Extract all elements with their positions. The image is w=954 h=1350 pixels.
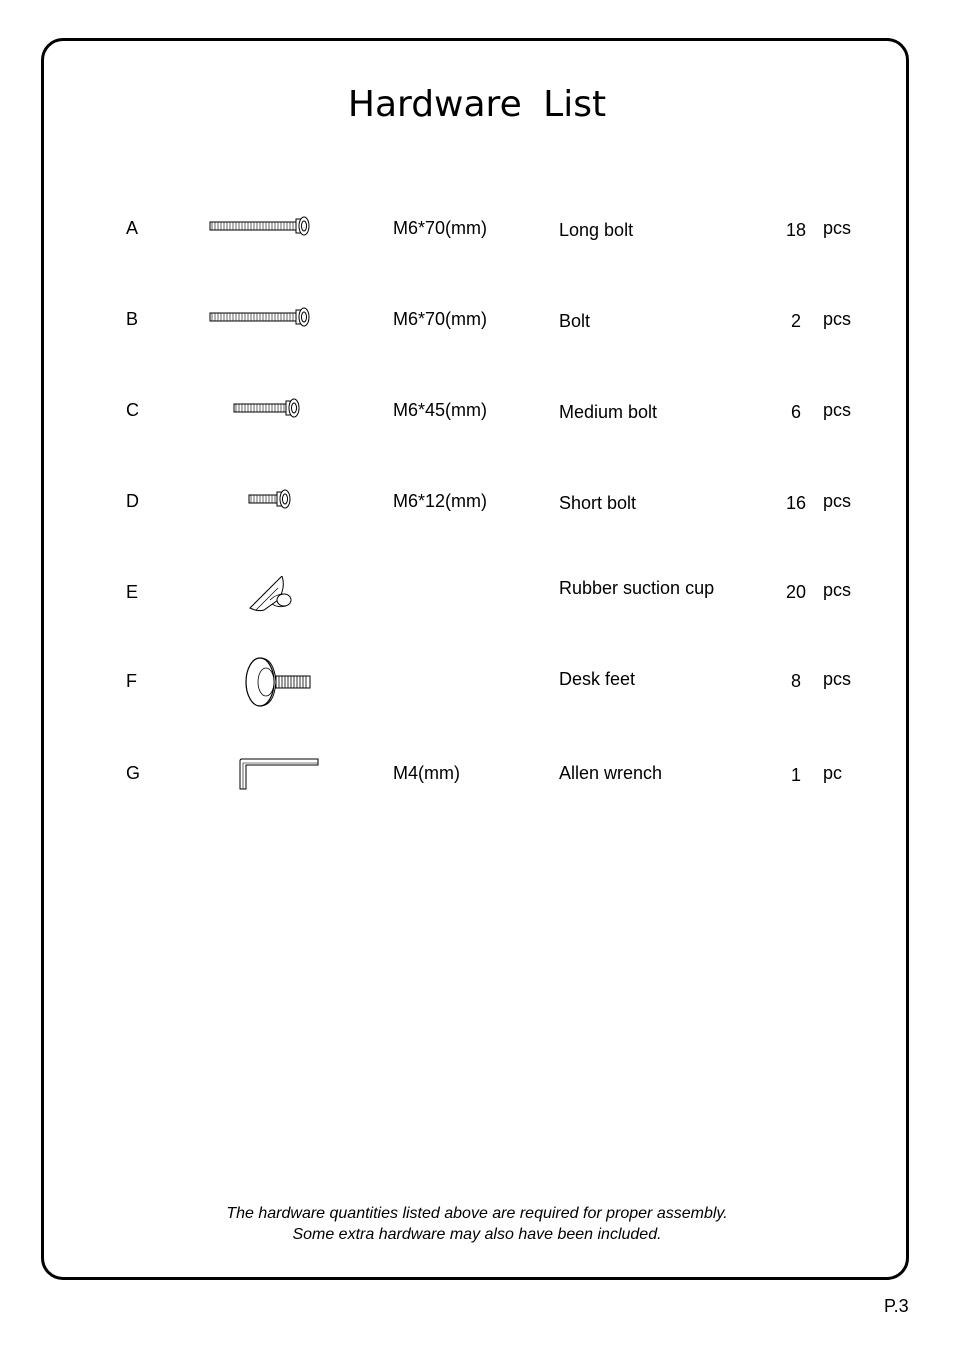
allen-wrench-icon bbox=[200, 757, 330, 807]
item-quantity: 16 bbox=[785, 493, 807, 513]
hardware-row-a bbox=[0, 212, 954, 262]
item-spec: M6*70(mm) bbox=[393, 218, 488, 238]
item-name: Short bolt bbox=[559, 493, 637, 513]
long-bolt-icon bbox=[200, 212, 330, 262]
hardware-row-b bbox=[0, 303, 954, 353]
hardware-row-d bbox=[0, 485, 954, 535]
item-name: Bolt bbox=[559, 311, 591, 331]
item-spec: M6*12(mm) bbox=[393, 491, 488, 511]
item-quantity: 6 bbox=[790, 402, 801, 422]
item-quantity: 8 bbox=[790, 671, 801, 691]
item-unit: pcs bbox=[823, 491, 852, 511]
item-letter: D bbox=[126, 491, 139, 511]
bolt-icon bbox=[200, 303, 330, 353]
item-quantity: 18 bbox=[785, 220, 807, 240]
item-spec: M6*45(mm) bbox=[393, 400, 488, 420]
item-spec: M6*70(mm) bbox=[393, 309, 488, 329]
hardware-row-g bbox=[0, 757, 954, 807]
hardware-note-line-1: The hardware quantities listed above are required for proper assembly. bbox=[226, 1205, 728, 1222]
medium-bolt-icon bbox=[200, 394, 330, 444]
item-letter: E bbox=[126, 582, 139, 602]
page-title: Hardware List bbox=[347, 84, 607, 125]
item-unit: pcs bbox=[823, 400, 852, 420]
item-unit: pcs bbox=[823, 669, 852, 689]
item-name: Medium bolt bbox=[559, 402, 658, 422]
item-name: Long bolt bbox=[559, 220, 634, 240]
item-name: Desk feet bbox=[559, 669, 636, 689]
item-unit: pc bbox=[823, 763, 843, 783]
hardware-row-f bbox=[0, 657, 954, 707]
item-letter: F bbox=[126, 671, 137, 691]
item-unit: pcs bbox=[823, 309, 852, 329]
suction-cup-icon bbox=[200, 576, 330, 626]
desk-foot-icon bbox=[200, 657, 330, 707]
short-bolt-icon bbox=[200, 485, 330, 535]
hardware-row-c bbox=[0, 394, 954, 444]
item-letter: C bbox=[126, 400, 139, 420]
item-unit: pcs bbox=[823, 580, 852, 600]
item-name: Allen wrench bbox=[559, 763, 663, 783]
item-letter: G bbox=[126, 763, 141, 783]
hardware-note-line-2: Some extra hardware may also have been included. bbox=[292, 1226, 662, 1243]
item-quantity: 2 bbox=[790, 311, 801, 331]
page-number: P.3 bbox=[884, 1296, 909, 1316]
hardware-row-e bbox=[0, 576, 954, 626]
item-name: Rubber suction cup bbox=[559, 578, 715, 598]
item-letter: A bbox=[126, 218, 139, 238]
item-quantity: 20 bbox=[785, 582, 807, 602]
item-spec: M4(mm) bbox=[393, 763, 460, 783]
item-quantity: 1 bbox=[790, 765, 801, 785]
item-letter: B bbox=[126, 309, 139, 329]
item-unit: pcs bbox=[823, 218, 852, 238]
